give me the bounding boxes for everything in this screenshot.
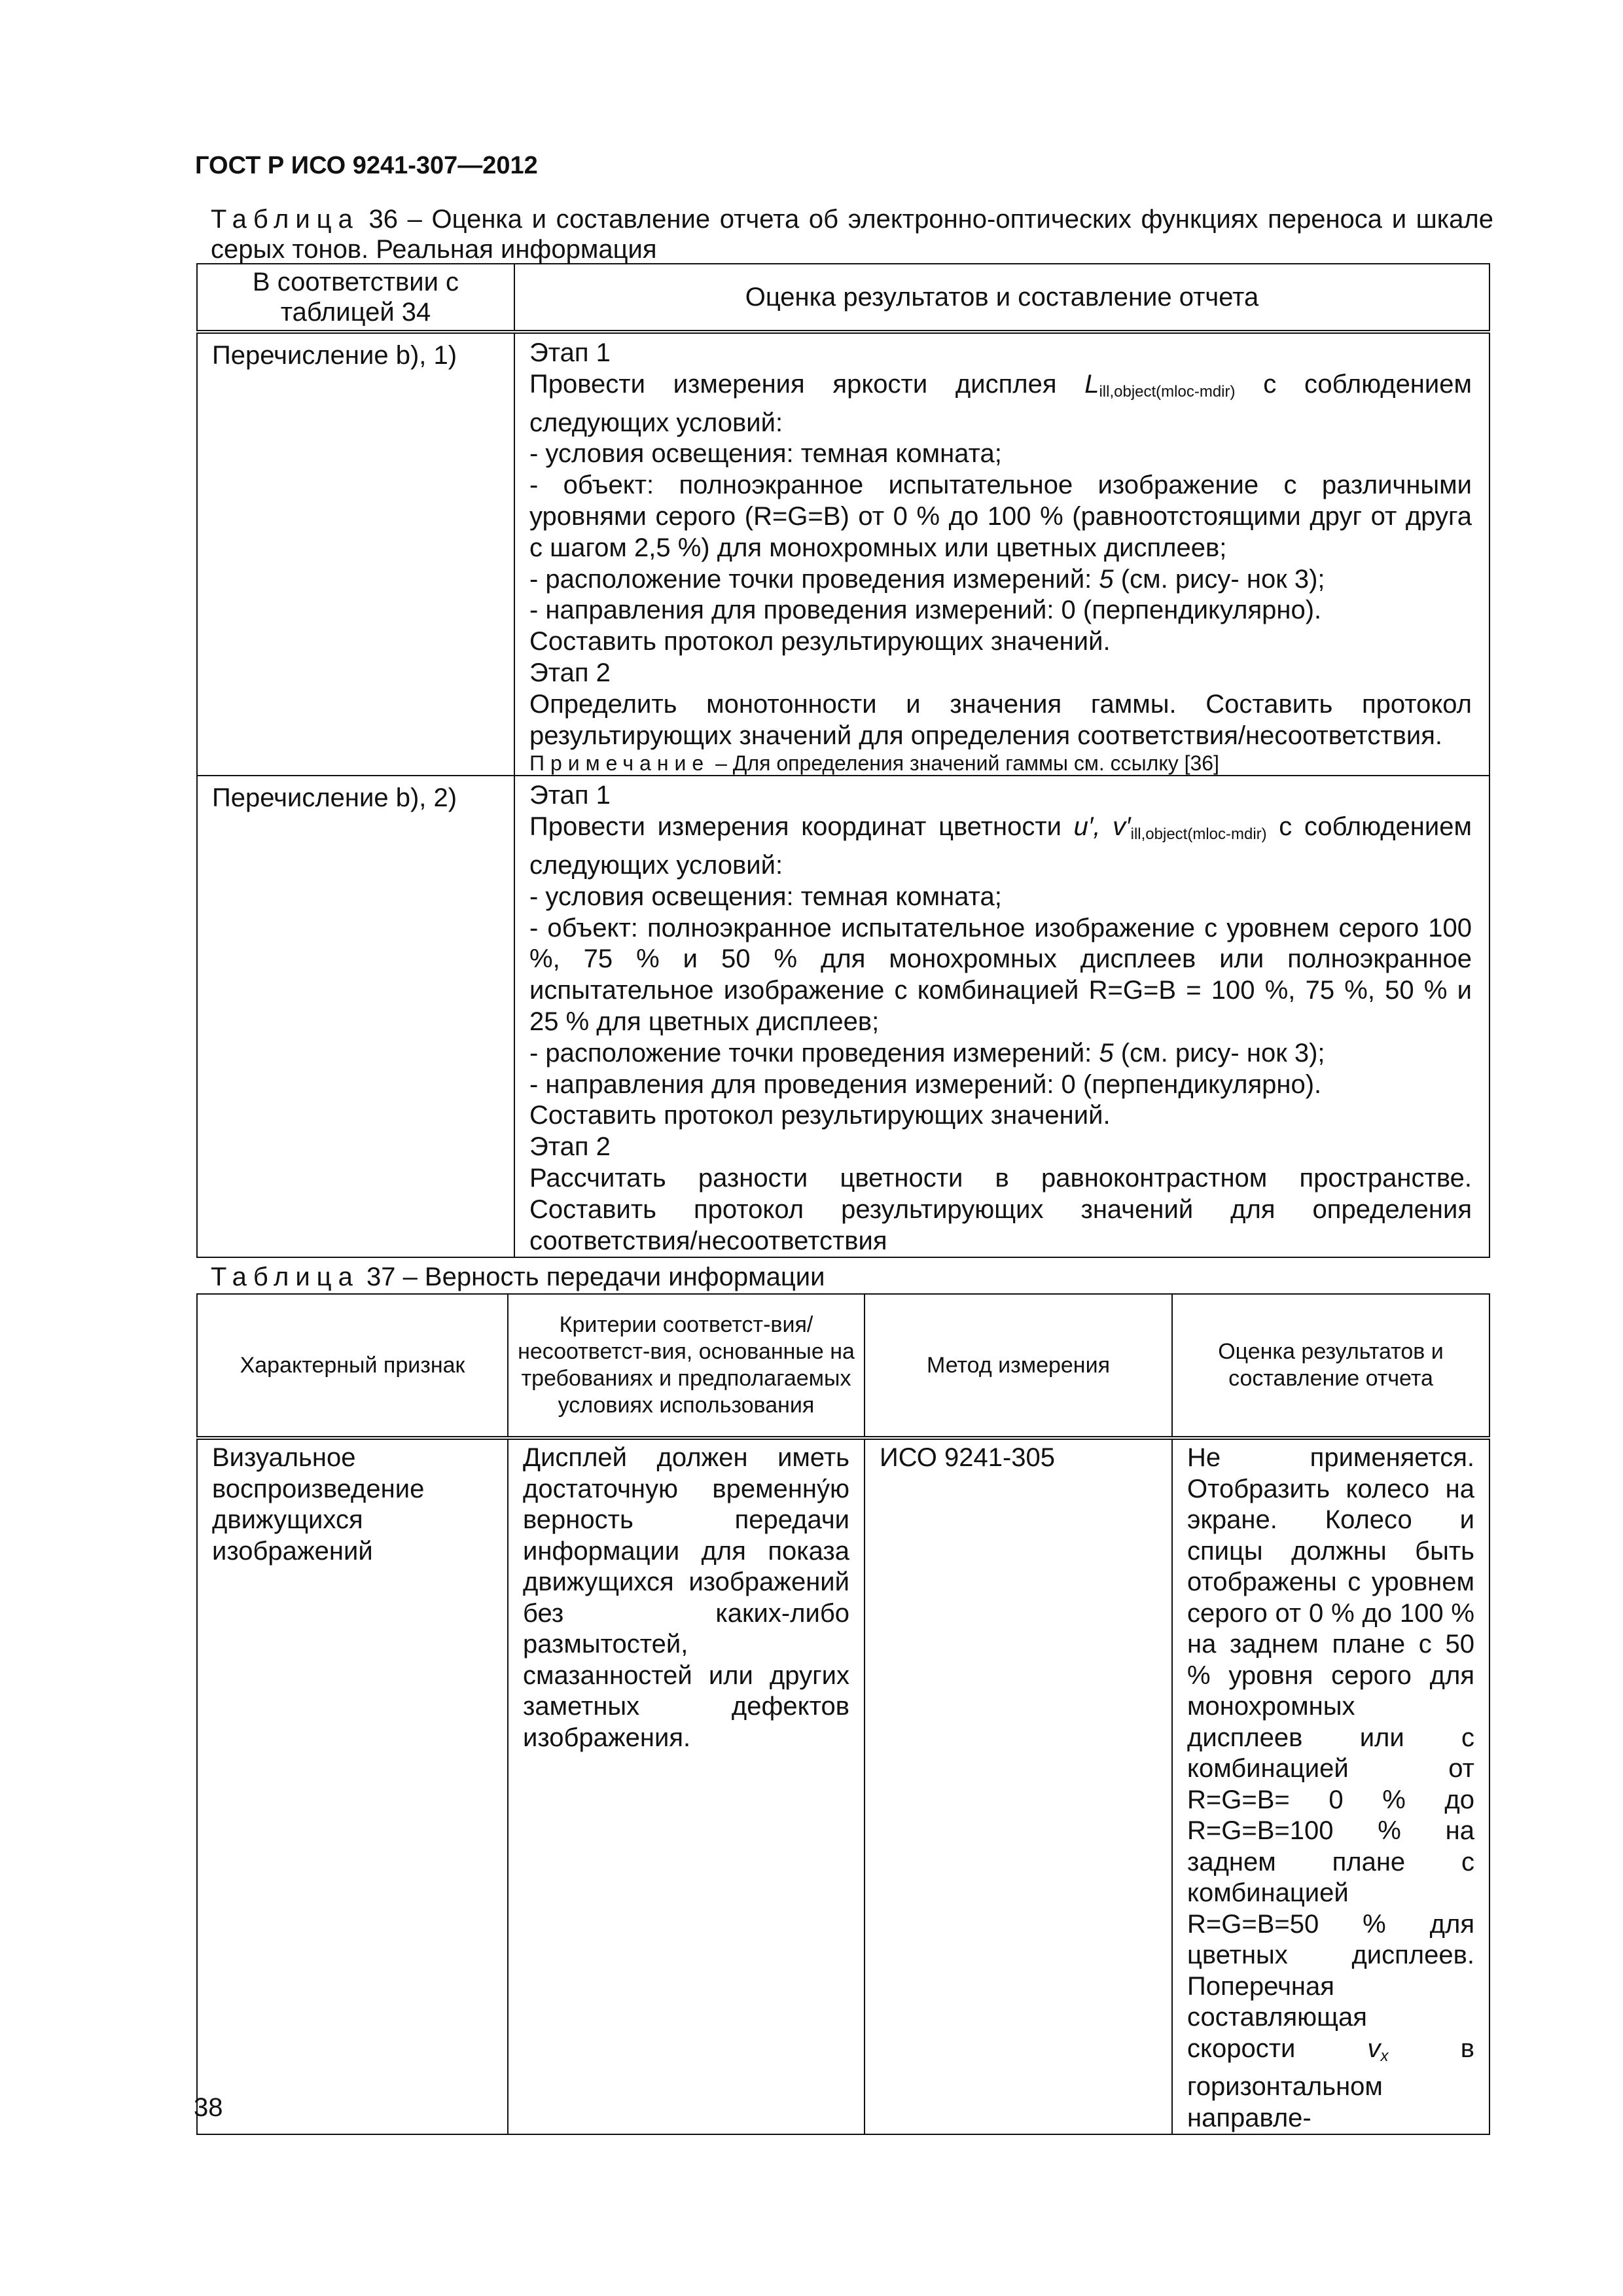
location-number: 5 (1099, 1038, 1114, 1067)
table37-caption (211, 1262, 825, 1292)
condition-item: - объект: полноэкранное испытательное изображение с различными уровнями серого (R=G=B) от 0 % до 100 % (равноотстоящими друг от друга с шагом 2,5 %) для монохромных или цветных дисплеев; (529, 471, 1472, 562)
table37-caption-text: 37 – Верность передачи информации (366, 1263, 825, 1291)
measure-text-end: с соблюдением следующих условий: (529, 812, 1472, 880)
location-ref: (см. рису- нок 3); (1120, 1038, 1325, 1067)
stage-label: Этап 1 (529, 338, 611, 367)
table36-header-row (197, 264, 1489, 332)
stage-label: Этап 1 (529, 781, 611, 810)
measure-text-end: с соблюдением следующих условий: (529, 369, 1472, 437)
luminance-subscript: ill,object(mloc-mdir) (1099, 382, 1236, 401)
table37-criteria-cell: Дисплей должен иметь достаточную временну́ю верность передачи информации для показа движущихся изображений без каких-либо размытостей, смазанностей или других заметных дефектов изображения. (508, 1438, 865, 2134)
table37-header-criteria: Критерии соответст-вия/несоответст-вия, основанные на требованиях и предполагаемых условиях использования (508, 1294, 865, 1438)
page-number: 38 (194, 2093, 223, 2122)
stage2-text: Рассчитать разности цветности в равноконтрастном пространстве. Составить протокол результирующих значений для определения соответствия/несоответствия (529, 1163, 1472, 1255)
table36-col1-header: В соответствии с таблицей 34 (197, 264, 514, 332)
table36-row1-content (514, 332, 1489, 776)
table36-row2-content (514, 776, 1489, 1257)
table37-header-feature: Характерный признак (197, 1294, 508, 1438)
table-row (197, 332, 1489, 776)
condition-item (529, 564, 1472, 596)
condition-item (529, 1038, 1472, 1069)
table-row (197, 776, 1489, 1257)
table-37 (196, 1293, 1490, 2135)
table36-caption-text: 36 – Оценка и составление отчета об электронно-оптических функциях переноса и шкале серых тонов. Реальная информация (211, 205, 1493, 264)
stage-label: Этап 2 (529, 1132, 611, 1162)
table37-caption-word: Таблица (211, 1263, 359, 1291)
stage-label: Этап 2 (529, 658, 611, 687)
protocol-text: Составить протокол результирующих значений. (529, 1101, 1111, 1130)
evaluation-text-end: в горизонтальном направле- (1187, 2034, 1474, 2132)
protocol-text: Составить протокол результирующих значений. (529, 627, 1111, 656)
condition-item: - направления для проведения измерений: 0 (перпендикулярно). (529, 1069, 1322, 1099)
table37-header-method: Метод измерения (865, 1294, 1172, 1438)
table36-caption (211, 204, 1493, 264)
table-36 (196, 263, 1490, 1258)
table37-header-evaluation: Оценка результатов и составление отчета (1172, 1294, 1489, 1438)
condition-item: - направления для проведения измерений: 0 (перпендикулярно). (529, 596, 1322, 625)
table36-note (529, 751, 1472, 775)
location-number: 5 (1099, 564, 1114, 594)
luminance-symbol: L (1084, 369, 1099, 399)
table36-row2-label: Перечисление b), 2) (197, 776, 514, 1257)
table36-caption-word: Таблица (211, 205, 359, 234)
table37-header-row (197, 1294, 1489, 1438)
condition-item: - объект: полноэкранное испытательное изображение с уровнем серого 100 %, 75 % и 50 % для монохромных дисплеев или полноэкранное испытательное изображение с комбинацией R=G=B = 100 %, 75 %, 50 % и 25 % для цветных дисплеев; (529, 913, 1472, 1036)
table37-method-cell: ИСО 9241-305 (865, 1438, 1172, 2134)
note-word: Примечание (529, 751, 710, 776)
table36-row1-label: Перечисление b), 1) (197, 332, 514, 776)
location-text: - расположение точки проведения измерений: (529, 1038, 1092, 1067)
table37-feature-cell: Визуальное воспроизведение движущихся изображений (197, 1438, 508, 2134)
velocity-subscript: x (1380, 2047, 1389, 2065)
condition-item: - условия освещения: темная комната; (529, 439, 1002, 469)
measure-text: Провести измерения яркости дисплея (529, 369, 1057, 399)
velocity-symbol: v (1367, 2034, 1381, 2063)
location-ref: (см. рису- нок 3); (1120, 564, 1325, 594)
condition-item: - условия освещения: темная комната; (529, 882, 1002, 911)
chromaticity-symbol: u′, v′ (1073, 812, 1131, 842)
stage2-text: Определить монотонности и значения гаммы. Составить протокол результирующих значений для определения соответствия/несоответствия. (529, 689, 1472, 750)
location-text: - расположение точки проведения измерений: (529, 564, 1092, 594)
chromaticity-subscript: ill,object(mloc-mdir) (1130, 825, 1267, 844)
table37-evaluation-cell (1172, 1438, 1489, 2134)
measure-text: Провести измерения координат цветности (529, 812, 1062, 842)
evaluation-text: Не применяется. Отобразить колесо на экране. Колесо и спицы должны быть отображены с уровнем серого от 0 % до 100 % на заднем плане с 50 % уровня серого для монохромных дисплеев или с комбинацией от R=G=B= 0 % до R=G=B=100 % на заднем плане с комбинацией R=G=B=50 % для цветных дисплеев. Поперечная составляющая скорости (1187, 1443, 1474, 2063)
document-code: ГОСТ Р ИСО 9241-307—2012 (195, 152, 538, 179)
note-text: – Для определения значений гаммы см. ссылку [36] (715, 751, 1219, 776)
table36-col2-header: Оценка результатов и составление отчета (514, 264, 1489, 332)
table-row (197, 1438, 1489, 2134)
